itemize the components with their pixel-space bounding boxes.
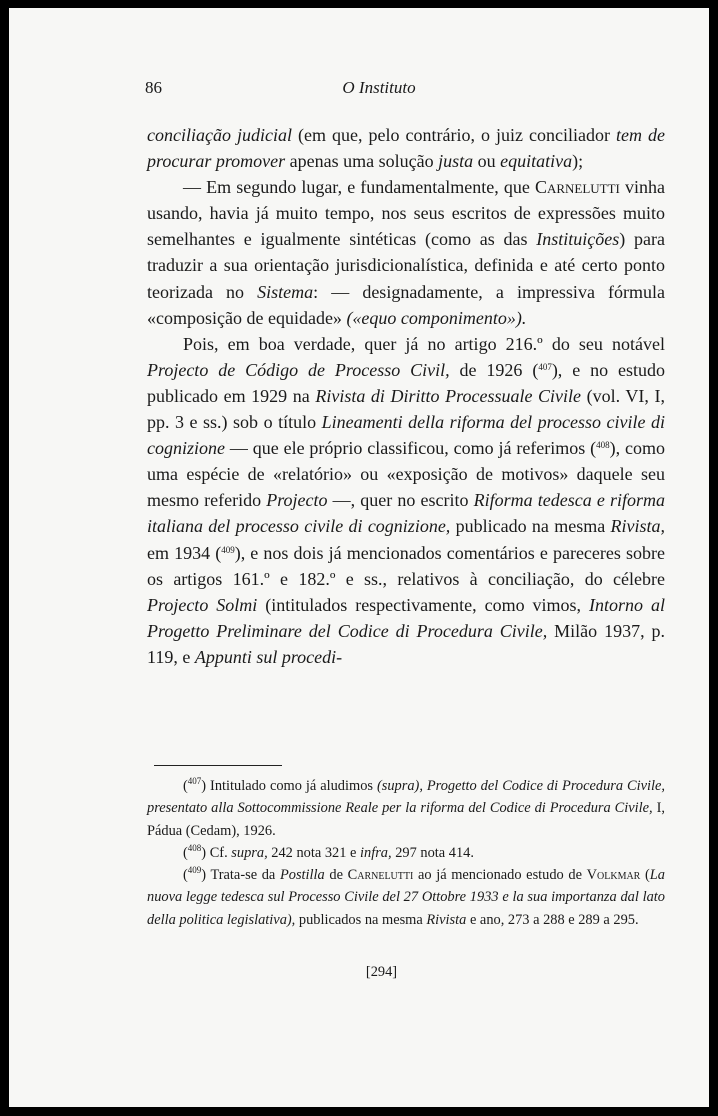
author-name: Carnelutti bbox=[534, 177, 620, 198]
italic-span: equitativa bbox=[500, 151, 573, 172]
italic-span: (supra), Progetto del Codice di Procedura Civile, presentato alla Sottocommissione Reale per la riforma del Codice di Procedura Civile, bbox=[147, 778, 665, 817]
text-span: (intitulados respectivamente, como vimos, bbox=[257, 594, 590, 615]
text-span: — Em segundo lugar, e fundamentalmente, que bbox=[183, 177, 535, 198]
text-span: ), como uma espécie de «relatório» ou «exposição de motivos» daquele seu mesmo referido bbox=[147, 438, 666, 511]
footnote-ref-407: 407 bbox=[538, 361, 552, 372]
main-text bbox=[147, 122, 665, 670]
running-title: O Instituto bbox=[342, 78, 416, 97]
italic-span: Projecto de Código de Processo Civil, bbox=[147, 359, 450, 380]
footnote-407: ($^{407}$) Intitulado como já aludimos (supra), Progetto del Codice di Procedura Civile, presentato alla Sottocommissione Reale per la riforma del Codice di Procedura Civile, I, Pádua (Cedam), 1926. bbox=[147, 776, 665, 839]
footnote-409: ($^{409}$) Trata-se da Postilla de Carnelutti ao já mencionado estudo de Volkmar (La nuova legge tedesca sul Processo Civile del 27 Ottobre 1933 e la sua importanza dal lato della politica legislativa), publicados na mesma Rivista e ano, 273 a 288 e 289 a 295. bbox=[147, 865, 665, 928]
text-span: Pois, em boa verdade, quer já no artigo 216.º do seu notável bbox=[183, 333, 665, 354]
text-span: publicado na mesma bbox=[450, 516, 611, 537]
italic-span: Projecto bbox=[266, 490, 328, 511]
footnote-ref-408: 408 bbox=[596, 440, 610, 451]
italic-span: Riforma tedesca e riforma italiana del processo civile di cognizione, bbox=[147, 490, 665, 537]
italic-span: Rivista bbox=[426, 911, 467, 928]
footnote-number: 409 bbox=[187, 865, 202, 876]
text-span: ou bbox=[473, 151, 501, 172]
page-header bbox=[9, 78, 709, 108]
italic-span: Rivista di Diritto Processuale Civile bbox=[315, 385, 582, 406]
italic-span: infra, bbox=[360, 844, 392, 861]
text-span: (vol. VI, I, pp. 3 e ss.) sob o título bbox=[147, 385, 665, 433]
italic-span: Lineamenti della riforma del processo civile di cognizione bbox=[147, 412, 665, 459]
author-name: Carnelutti bbox=[347, 867, 414, 884]
text-span: — que ele próprio classificou, como já referimos ( bbox=[225, 438, 597, 459]
text-span: Trata-se da bbox=[210, 867, 280, 884]
paragraph-3 bbox=[147, 331, 665, 670]
text-span: —, quer no escrito bbox=[327, 490, 474, 511]
text-span: em 1934 ( bbox=[147, 542, 222, 563]
paragraph-2 bbox=[147, 174, 665, 331]
footnote-divider bbox=[154, 765, 282, 766]
text-span: ), e nos dois já mencionados comentários e pareceres sobre os artigos 161.º e 182.º e ss., relativos à conciliação, do célebre bbox=[147, 542, 665, 589]
text-span: Cf. bbox=[209, 844, 232, 861]
italic-span: («equo componimento»). bbox=[346, 307, 527, 328]
italic-span: Sistema bbox=[257, 281, 314, 302]
italic-span: Intorno al Progetto Preliminare del Codice di Procedura Civile, bbox=[147, 594, 665, 641]
italic-span: Appunti sul procedi- bbox=[194, 646, 343, 667]
text-span: e ano, 273 a 288 e 289 a 295. bbox=[466, 911, 639, 928]
footnote-ref-409: 409 bbox=[221, 544, 235, 555]
text-span: ) para traduzir a sua orientação jurisdicionalística, definida e até certo ponto teorizada no bbox=[147, 229, 665, 302]
text-span: ( bbox=[640, 867, 650, 884]
text-span: Intitulado como já aludimos bbox=[210, 778, 377, 794]
italic-span: Postilla bbox=[279, 867, 325, 884]
text-span: 297 nota 414. bbox=[391, 844, 474, 861]
text-span: 242 nota 321 e bbox=[267, 844, 360, 861]
italic-span: Instituições bbox=[536, 229, 620, 250]
page-number: 86 bbox=[145, 78, 162, 97]
footnote-408: ($^{408}$) Cf. supra, 242 nota 321 e infra, 297 nota 414. bbox=[183, 842, 474, 861]
italic-span: Projecto Solmi bbox=[147, 594, 258, 615]
italic-span: justa bbox=[438, 151, 474, 172]
book-page bbox=[9, 8, 709, 1107]
paragraph-1 bbox=[147, 122, 665, 174]
text-span: I, Pádua (Cedam), 1926. bbox=[147, 800, 665, 839]
text-span: vinha usando, havia já muito tempo, nos seus escritos de expressões muito semelhantes e igualmente sintéticas (como as das bbox=[147, 177, 665, 250]
footnote-number: 407 bbox=[187, 776, 202, 786]
footnotes bbox=[147, 775, 665, 931]
folio-number: [294] bbox=[365, 964, 398, 980]
italic-span: supra, bbox=[231, 844, 268, 861]
text-span: ), e no estudo publicado em 1929 na bbox=[147, 359, 665, 406]
text-span: ao já mencionado estudo de bbox=[413, 867, 587, 884]
italic-span: Rivista, bbox=[610, 516, 665, 537]
text-span: apenas uma solução bbox=[285, 151, 439, 172]
text-span: publicados na mesma bbox=[295, 911, 427, 928]
text-span: ); bbox=[572, 151, 584, 172]
italic-span: conciliação judicial bbox=[147, 125, 292, 145]
footnote-number: 408 bbox=[187, 842, 202, 853]
author-name: Volkmar bbox=[586, 867, 641, 884]
text-span: de 1926 ( bbox=[449, 359, 539, 380]
text-span: Milão 1937, p. 119, e bbox=[147, 620, 665, 667]
text-span: de bbox=[324, 867, 348, 884]
text-span: : — designadamente, a impressiva fórmula «composição de equidade» bbox=[147, 281, 665, 328]
italic-span: tem de procurar promover bbox=[147, 125, 665, 172]
italic-span: La nuova legge tedesca sul Processo Civile del 27 Ottobre 1933 e la sua importanza dal lato della politica legislativa), bbox=[147, 867, 665, 928]
text-span: (em que, pelo contrário, o juiz conciliador bbox=[291, 125, 616, 145]
